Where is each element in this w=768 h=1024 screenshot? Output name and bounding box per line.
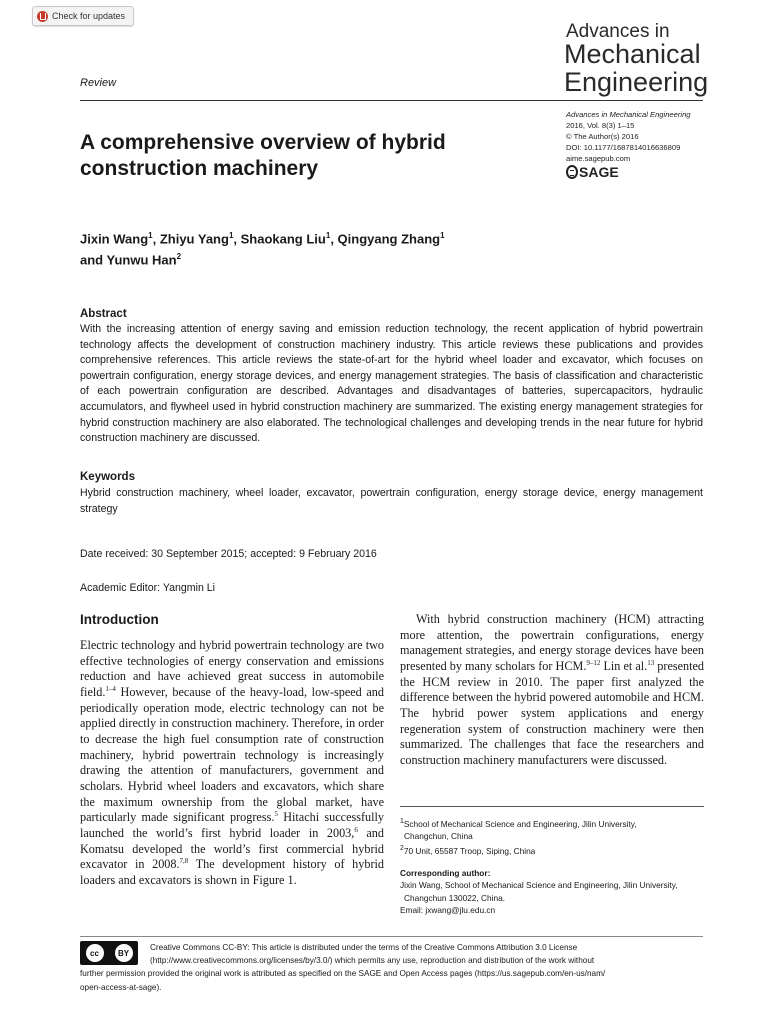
author-name[interactable]: Zhiyu Yang bbox=[159, 231, 229, 247]
journal-logo-line3: Engineering bbox=[564, 67, 709, 97]
meta-site[interactable]: aime.sagepub.com bbox=[566, 154, 631, 163]
text-run: With hybrid construction machinery (HCM) attracting more attention, the powertrain configurations, energy management strategies, and energy storage devices have been presented by many scholars for HCM. bbox=[400, 612, 704, 673]
footnote-divider bbox=[400, 806, 704, 807]
text-run: Lin et al. bbox=[600, 658, 648, 673]
text-run: The development history of hybrid loaders and excavators is shown in Figure 1. bbox=[80, 857, 384, 887]
by-icon: BY bbox=[115, 944, 133, 962]
citation-ref[interactable]: 7,8 bbox=[179, 857, 189, 866]
sage-icon bbox=[566, 165, 578, 179]
journal-logo-line2: Mechanical bbox=[564, 39, 701, 69]
introduction-heading: Introduction bbox=[80, 612, 159, 627]
intro-column-left bbox=[80, 638, 384, 889]
author-list: Jixin Wang$^1$, Zhiyu Yang$^1$, Shaokang Liu$^1$, Qingyang Zhang$^1$ and Yunwu Han$^2$ bbox=[80, 231, 445, 268]
affiliation-marker: 2 bbox=[176, 252, 182, 262]
meta-copyright: © The Author(s) 2016 bbox=[566, 132, 639, 141]
affiliation-line: 70 Unit, 65587 Troop, Siping, China bbox=[403, 845, 536, 856]
affiliation-2 bbox=[400, 843, 710, 857]
license-divider bbox=[80, 936, 703, 937]
affiliation-marker: 1 bbox=[440, 231, 445, 240]
text-run: presented the HCM review in 2010. The paper first analyzed the difference between the hybrid powered automobile and HCM. The hybrid power system applications and energy regeneration system of construction machinery were then summarized. The challenges that face the researchers and construction machinery manufacturers were discussed. bbox=[400, 658, 704, 767]
affiliation-line: Changchun, China bbox=[404, 831, 473, 842]
citation-ref[interactable]: 5 bbox=[274, 810, 278, 819]
meta-volume: 2016, Vol. 8(3) 1–15 bbox=[566, 121, 635, 130]
text-run: However, because of the heavy-load, low-speed and periodically operation mode, electric technology can not be applied directly in construction machinery. Therefore, in order to decrease the high fuel consumption rate of construction machinery, hybrid powertrain technology is increasingly drawing the attention of manufacturers, government and scholars. Hybrid wheel loaders and excavators, which share the maximum ownership from the global market, have particularly made significant progress. bbox=[80, 684, 384, 825]
license-line: further permission provided the original work is attributed as specified on the SAGE and Open Access pages (https://us.sagepub.com/en-us/nam/ bbox=[80, 969, 606, 979]
citation-ref[interactable]: 13 bbox=[647, 658, 655, 667]
corresponding-line: Changchun 130022, China. bbox=[404, 892, 506, 903]
abstract-heading: Abstract bbox=[80, 308, 127, 320]
license-line: open-access-at-sage). bbox=[80, 982, 162, 992]
sage-logo bbox=[566, 164, 619, 180]
header-divider bbox=[80, 100, 703, 101]
citation-ref[interactable]: 1–4 bbox=[105, 684, 116, 693]
text-run: Hitachi successfully launched the world’s first hybrid loader in 2003, bbox=[80, 810, 384, 840]
text-run: and Komatsu developed the world’s first commercial hybrid excavator in 2008. bbox=[80, 825, 384, 872]
keywords-heading: Keywords bbox=[80, 471, 135, 483]
section-type: Review bbox=[80, 77, 117, 89]
meta-doi[interactable]: DOI: 10.1177/1687814016636809 bbox=[566, 143, 681, 152]
affiliation-marker: 1 bbox=[228, 231, 234, 240]
author-name[interactable]: Shaokang Liu bbox=[240, 231, 326, 247]
corresponding-author bbox=[400, 867, 710, 917]
journal-logo-line1: Advances in bbox=[566, 21, 670, 42]
keywords-text: Hybrid construction machinery, wheel loader, excavator, powertrain configuration, energy storage device, energy management strategy bbox=[80, 487, 703, 515]
dates-received: Date received: 30 September 2015; accepted: 9 February 2016 bbox=[80, 548, 377, 560]
citation-ref[interactable]: 6 bbox=[354, 825, 358, 834]
affiliations bbox=[400, 816, 710, 857]
intro-paragraph-1 bbox=[80, 638, 384, 889]
affiliation-line: School of Mechanical Science and Engineering, Jilin University, bbox=[403, 818, 637, 829]
affiliation-marker: 1 bbox=[325, 231, 331, 240]
citation-ref[interactable]: 9–12 bbox=[586, 658, 601, 667]
text-run: Electric technology and hybrid powertrain technology are two effective technologies of energy conservation and emissions reduction and have achieved great success in automobile field. bbox=[80, 638, 384, 699]
corresponding-email[interactable]: Email: jxwang@jlu.edu.cn bbox=[400, 905, 496, 916]
academic-editor: Academic Editor: Yangmin Li bbox=[80, 582, 216, 594]
meta-journal-name: Advances in Mechanical Engineering bbox=[566, 110, 691, 119]
license-line: (http://www.creativecommons.org/licenses/by/3.0/) which permits any use, reproduction and distribution of the work without bbox=[150, 956, 595, 966]
sage-logo-text: SAGE bbox=[579, 164, 619, 180]
intro-paragraph-2 bbox=[400, 612, 704, 769]
journal-logo-title bbox=[564, 40, 764, 96]
corresponding-line: Jixin Wang, School of Mechanical Science and Engineering, Jilin University, bbox=[400, 880, 678, 891]
article-metadata bbox=[566, 109, 746, 164]
article-title: A comprehensive overview of hybrid construction machinery bbox=[80, 131, 446, 180]
affiliation-1 bbox=[400, 816, 710, 830]
check-for-updates-button[interactable] bbox=[32, 6, 134, 26]
affiliation-marker: 1 bbox=[400, 818, 404, 825]
license-line: Creative Commons CC-BY: This article is distributed under the terms of the Creative Commons Attribution 3.0 License bbox=[150, 943, 578, 952]
intro-column-right bbox=[400, 612, 704, 769]
abstract-text: With the increasing attention of energy saving and emission reduction technology, the recent application of hybrid powertrain technology affects the development of construction machinery industry. This article reviews these publications and provides comprehensive references. This article reviews the state-of-art for the hybrid wheel loader and excavator, which focuses on powertrain configuration, energy storage devices, and energy management strategies. The basis of classification and characteristic of each powertrain configuration are described. Advantages and disadvantages of batteries, supercapacitors, hydraulic accumulators, and flywheel used in hybrid construction machinery are summarized. The existing energy management strategies for hybrid construction machinery are also elaborated. The technological challenges and developing trends in the near future for hybrid construction machinery are discussed. bbox=[80, 323, 703, 445]
affiliation-marker: 2 bbox=[400, 844, 404, 852]
author-conjunction: and bbox=[80, 252, 104, 268]
cc-icon: cc bbox=[86, 944, 104, 962]
author-name[interactable]: Jixin Wang bbox=[80, 231, 149, 247]
license-text bbox=[80, 941, 703, 994]
author-name[interactable]: Qingyang Zhang bbox=[337, 231, 441, 247]
affiliation-marker: 1 bbox=[148, 231, 153, 240]
author-name[interactable]: Yunwu Han bbox=[106, 252, 177, 268]
check-for-updates-label: Check for updates bbox=[52, 11, 126, 21]
corresponding-author-heading: Corresponding author: bbox=[400, 868, 491, 878]
check-updates-icon bbox=[37, 11, 48, 22]
